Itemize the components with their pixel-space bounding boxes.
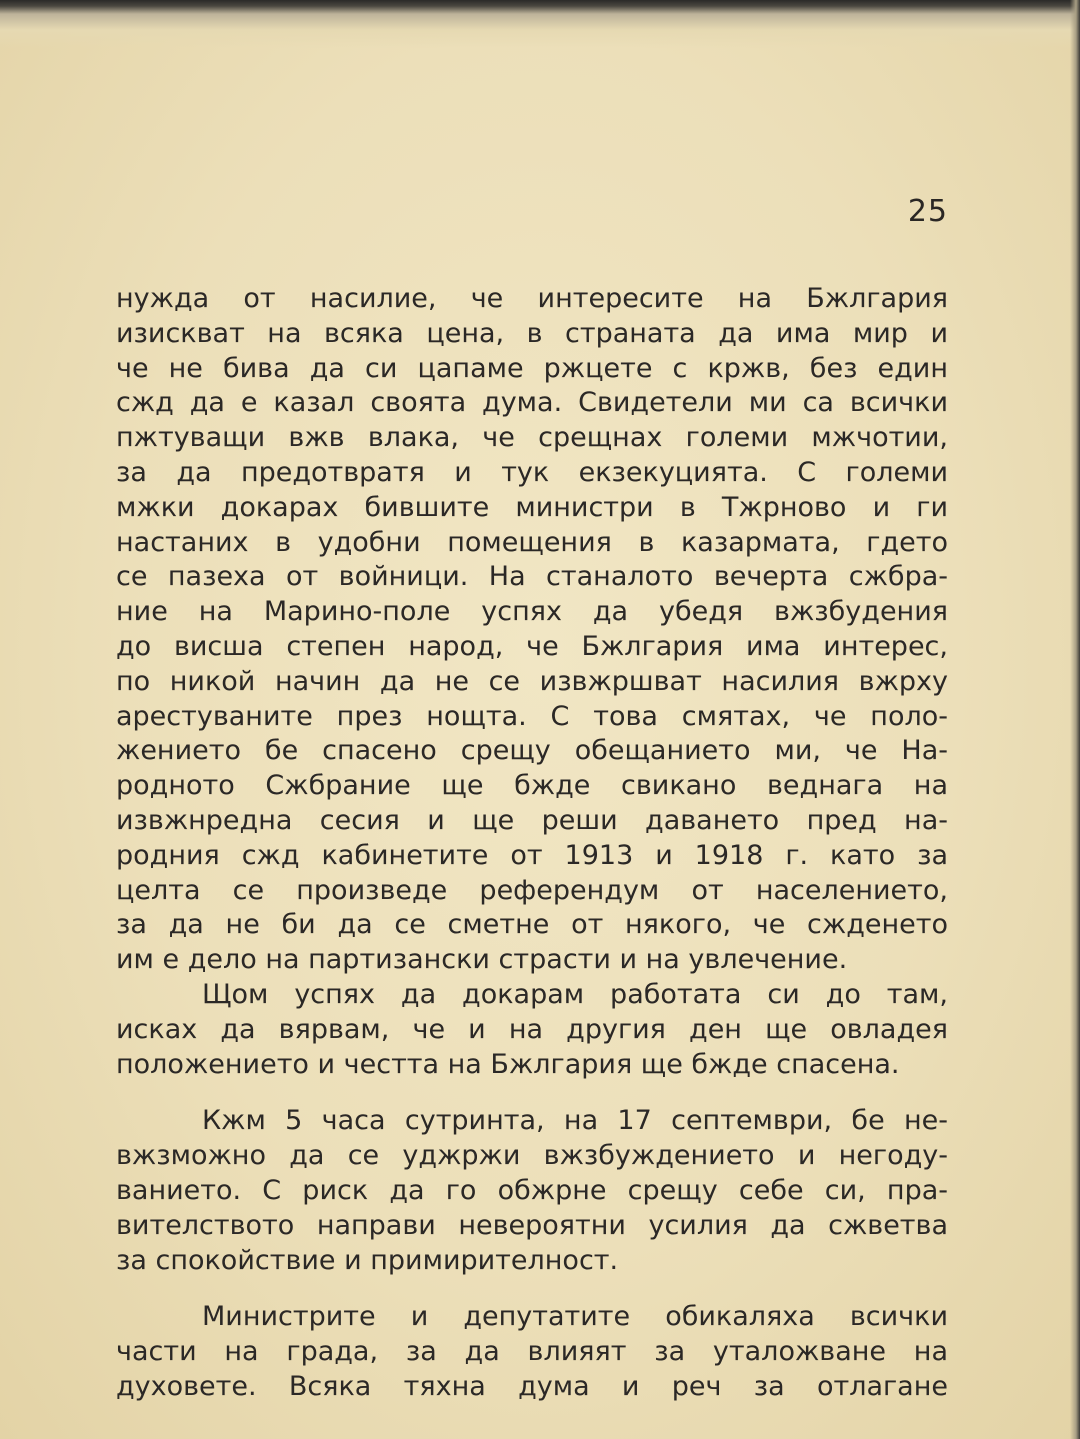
text-line: за да не би да се сметне от някого, че сжденето: [116, 909, 948, 941]
text-line: по никой начин да не се извжршват насилия вжрху: [116, 665, 948, 697]
page-top-edge: [0, 0, 1080, 48]
text-line: вжзможно да се уджржи вжзбуждението и негоду-: [116, 1140, 948, 1172]
text-line: духовете. Всяка тяхна дума и реч за отлагане: [116, 1370, 948, 1402]
paragraph-gap: [116, 1278, 948, 1300]
text-line: родния сжд кабинетите от 1913 и 1918 г. като за: [116, 839, 948, 871]
text-line: части на града, за да влияят за уталожване на: [116, 1336, 948, 1368]
paragraph-4: [116, 1300, 948, 1404]
page-right-edge: [1070, 0, 1080, 1439]
text-line: за да предотвратя и тук екзекуцията. С големи: [116, 456, 948, 488]
text-line: положението и честта на Бжлгария ще бжде спасена.: [116, 1048, 900, 1080]
paragraph-2: [116, 978, 948, 1082]
paragraph-1: [116, 282, 948, 978]
text-line: за спокойствие и примирителност.: [116, 1244, 619, 1276]
paragraph-gap: [116, 1082, 948, 1104]
text-line: арестуваните през нощта. С това смятах, че поло-: [116, 700, 948, 732]
text-line: жението бе спасено срещу обещанието ми, че На-: [116, 735, 948, 767]
body-text: [116, 282, 948, 1405]
text-line: Щом успях да докарам работата си до там,: [202, 978, 948, 1010]
text-line: ние на Марино-поле успях да убедя вжзбудения: [116, 596, 948, 628]
text-line: Кжм 5 часа сутринта, на 17 септември, бе не-: [202, 1105, 948, 1137]
text-line: исках да вярвам, че и на другия ден ще овладея: [116, 1013, 948, 1045]
page-number: 25: [907, 194, 948, 229]
paragraph-3: [116, 1104, 948, 1278]
text-line: нужда от насилие, че интересите на Бжлгария: [116, 283, 948, 314]
text-line: че не бива да си цапаме ржцете с кржв, без един: [116, 352, 948, 384]
text-line: им е дело на партизански страсти и на увлечение.: [116, 944, 848, 976]
text-line: сжд да е казал своята дума. Свидетели ми са всички: [116, 387, 948, 419]
text-line: настаних в удобни помещения в казармата, гдето: [116, 526, 948, 558]
text-line: ванието. С риск да го обжрне срещу себе си, пра-: [116, 1174, 948, 1206]
text-line: мжки докарах бившите министри в Тжрново и ги: [116, 491, 948, 523]
text-line: целта се произведе референдум от населението,: [116, 874, 948, 906]
text-line: родното Сжбрание ще бжде свикано веднага на: [116, 770, 948, 802]
text-line: пжтуващи вжв влака, че срещнах големи мжчотии,: [116, 422, 948, 454]
text-line: вителството направи невероятни усилия да сжветва: [116, 1209, 948, 1241]
text-line: извжнредна сесия и ще реши даването пред на-: [116, 804, 948, 836]
text-line: изискват на всяка цена, в страната да има мир и: [116, 317, 948, 349]
text-line: Министрите и депутатите обикаляха всички: [202, 1301, 948, 1333]
text-line: се пазеха от войници. На станалото вечерта сжбра-: [116, 561, 948, 593]
text-line: до висша степен народ, че Бжлгария има интерес,: [116, 630, 948, 662]
